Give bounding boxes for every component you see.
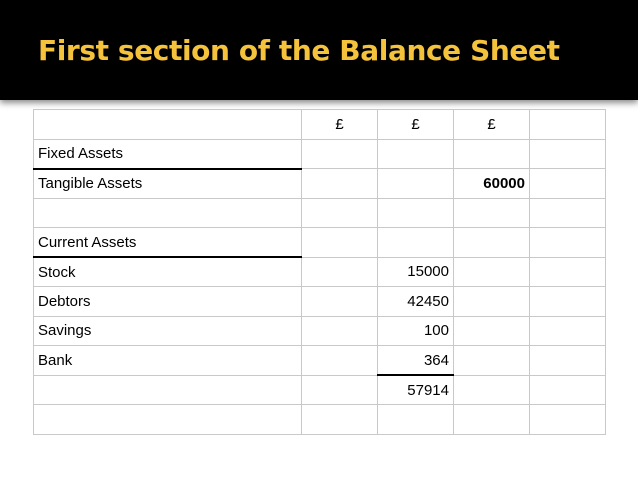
table-cell: [454, 257, 530, 287]
table-row: [34, 346, 606, 376]
balance-sheet-table: [33, 109, 606, 435]
table-row: [34, 257, 606, 287]
table-cell: 364: [378, 346, 454, 376]
row-label: Bank: [34, 346, 302, 376]
tangible-assets-total: 60000: [454, 169, 530, 199]
table-cell: [378, 228, 454, 258]
slide-title: First section of the Balance Sheet: [38, 34, 560, 67]
title-bar: [0, 0, 638, 100]
table-row: [34, 375, 606, 405]
table-cell: [302, 405, 378, 435]
table-cell: [530, 346, 606, 376]
row-label: Current Assets: [34, 228, 302, 258]
table-cell: [454, 375, 530, 405]
table-cell: [302, 287, 378, 317]
table-cell: [302, 198, 378, 228]
table-cell: [530, 316, 606, 346]
current-assets-subtotal: 57914: [378, 375, 454, 405]
row-label: Stock: [34, 257, 302, 287]
table-cell: 15000: [378, 257, 454, 287]
table-cell: [530, 139, 606, 169]
table-cell: [302, 257, 378, 287]
table-cell: 42450: [378, 287, 454, 317]
table-cell: [454, 228, 530, 258]
header-cell: [530, 110, 606, 140]
table-cell: [454, 198, 530, 228]
table-cell: [302, 375, 378, 405]
table-header-row: [34, 110, 606, 140]
table-cell: [454, 139, 530, 169]
row-label: [34, 375, 302, 405]
header-cell: £: [378, 110, 454, 140]
table-cell: 100: [378, 316, 454, 346]
table-cell: [454, 287, 530, 317]
row-label: [34, 405, 302, 435]
table-row: [34, 287, 606, 317]
table-cell: [302, 139, 378, 169]
table-cell: [378, 139, 454, 169]
table-cell: [302, 346, 378, 376]
table-cell: [530, 198, 606, 228]
header-cell: £: [454, 110, 530, 140]
table-row: [34, 228, 606, 258]
table-cell: [530, 169, 606, 199]
table-cell: [454, 346, 530, 376]
table-cell: [378, 169, 454, 199]
table-row: [34, 316, 606, 346]
row-label: Debtors: [34, 287, 302, 317]
row-label: [34, 198, 302, 228]
header-cell: [34, 110, 302, 140]
table-cell: [302, 169, 378, 199]
row-label: Fixed Assets: [34, 139, 302, 169]
row-label: Tangible Assets: [34, 169, 302, 199]
table-cell: [530, 405, 606, 435]
table-cell: [454, 405, 530, 435]
table-row: [34, 198, 606, 228]
table-row: [34, 139, 606, 169]
table-cell: [302, 228, 378, 258]
table-cell: [530, 287, 606, 317]
table-cell: [378, 198, 454, 228]
table-row: [34, 405, 606, 435]
row-label: Savings: [34, 316, 302, 346]
table-cell: [530, 228, 606, 258]
header-cell: £: [302, 110, 378, 140]
table-cell: [454, 316, 530, 346]
table-cell: [530, 375, 606, 405]
table-row: [34, 169, 606, 199]
table-cell: [302, 316, 378, 346]
table-cell: [530, 257, 606, 287]
table-cell: [378, 405, 454, 435]
